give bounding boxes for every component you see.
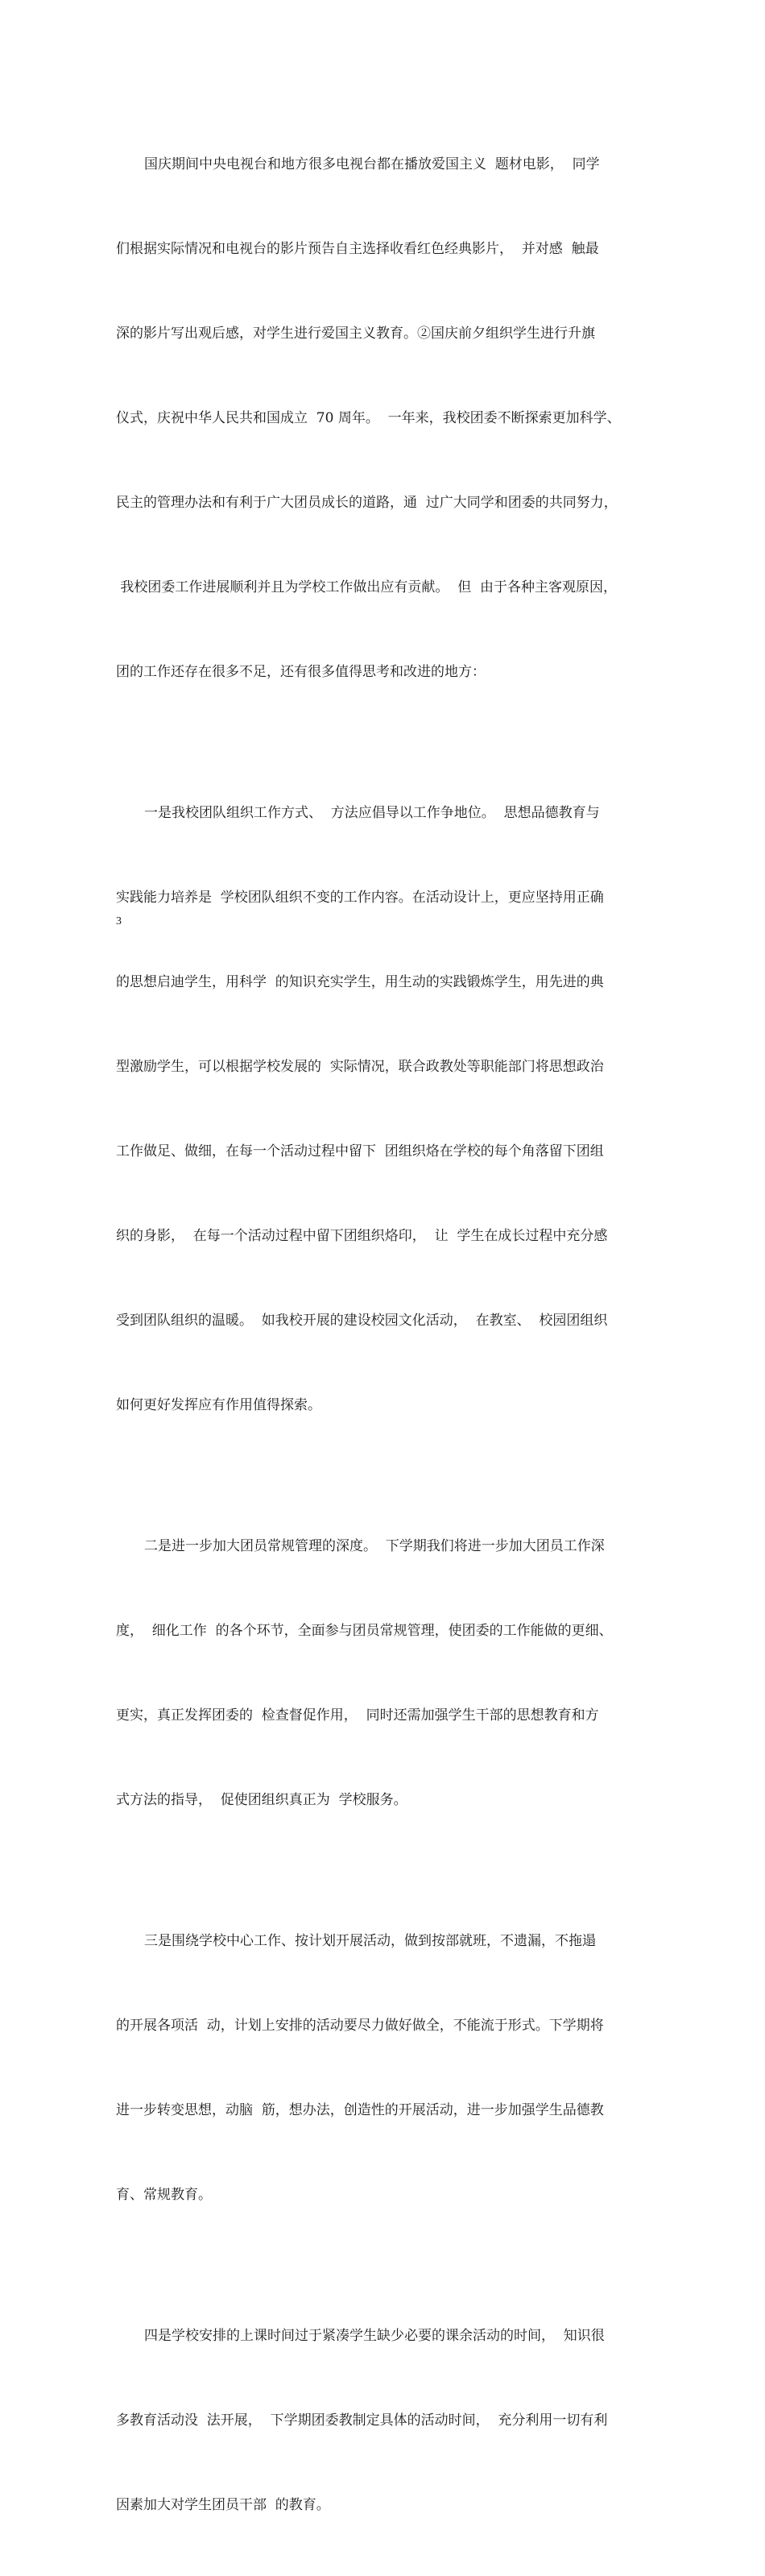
text-line: 进一步转变思想，动脑 筋，想办法，创造性的开展活动，进一步加强学生品德教	[116, 2102, 604, 2118]
text-line: 们根据实际情况和电视台的影片预告自主选择收看红色经典影片， 并对感 触最	[116, 241, 599, 257]
text-line: 的思想启迪学生，用科学 的知识充实学生，用生动的实践锻炼学生，用先进的典	[116, 974, 604, 990]
text-line: 团的工作还存在很多不足，还有很多值得思考和改进的地方：	[116, 664, 486, 680]
text-line: 一是我校团队组织工作方式、 方法应倡导以工作争地位。 思想品德教育与	[144, 805, 600, 821]
text-line: 度， 细化工作 的各个环节，全面参与团员常规管理，使团委的工作能做的更细、	[116, 1623, 613, 1639]
text-line: 三是围绕学校中心工作、按计划开展活动，做到按部就班，不遗漏，不拖遢	[144, 1933, 596, 1949]
paragraph-point-three	[116, 1871, 651, 2266]
text-line: 仪式，庆祝中华人民共和国成立 70 周年。 一年来，我校团委不断探索更加科学、	[116, 410, 621, 426]
text-line: 受到团队组织的温暖。 如我校开展的建设校园文化活动， 在教室、 校园团组织	[116, 1313, 608, 1329]
text-line: 织的身影， 在每一个活动过程中留下团组织烙印， 让 学生在成长过程中充分感	[116, 1228, 608, 1244]
text-line: 育、常规教育。	[116, 2187, 212, 2203]
paragraph-point-two	[116, 1476, 651, 1871]
text-line: 国庆期间中央电视台和地方很多电视台都在播放爱国主义 题材电影， 同学	[144, 156, 600, 172]
paragraph-intro	[116, 94, 651, 743]
text-line: 的开展各项活 动，计划上安排的活动要尽力做好做全，不能流于形式。下学期将	[116, 2018, 604, 2034]
paragraph-point-one	[116, 743, 651, 1476]
paragraph-point-four	[116, 2266, 651, 2576]
text-line: 更实，真正发挥团委的 检查督促作用， 同时还需加强学生干部的思想教育和方	[116, 1707, 599, 1724]
text-line: 深的影片写出观后感，对学生进行爱国主义教育。②国庆前夕组织学生进行升旗	[116, 326, 595, 342]
text-line: 二是进一步加大团员常规管理的深度。 下学期我们将进一步加大团员工作深	[144, 1538, 605, 1554]
text-line: 型激励学生，可以根据学校发展的 实际情况，联合政教处等职能部门将思想政治	[116, 1059, 604, 1075]
text-line: 实践能力培养是 学校团队组织不变的工作内容。在活动设计上，更应坚持用正确	[116, 890, 604, 906]
text-line: 四是学校安排的上课时间过于紧凑学生缺少必要的课余活动的时间， 知识很	[144, 2328, 605, 2344]
body-text	[116, 94, 651, 2576]
text-line: 我校团委工作进展顺利并且为学校工作做出应有贡献。 但 由于各种主客观原因，	[116, 579, 618, 595]
text-line: 式方法的指导， 促使团组织真正为 学校服务。	[116, 1792, 407, 1808]
text-line: 多教育活动没 法开展， 下学期团委教制定具体的活动时间， 充分利用一切有利	[116, 2412, 608, 2429]
text-line: 工作做足、做细，在每一个活动过程中留下 团组织烙在学校的每个角落留下团组	[116, 1143, 604, 1159]
text-line: 民主的管理办法和有利于广大团员成长的道路，通 过广大同学和团委的共同努力，	[116, 495, 618, 511]
page-number: 3	[116, 915, 122, 927]
text-line: 如何更好发挥应有作用值得探索。	[116, 1397, 321, 1413]
text-line: 因素加大对学生团员干部 的教育。	[116, 2497, 330, 2513]
